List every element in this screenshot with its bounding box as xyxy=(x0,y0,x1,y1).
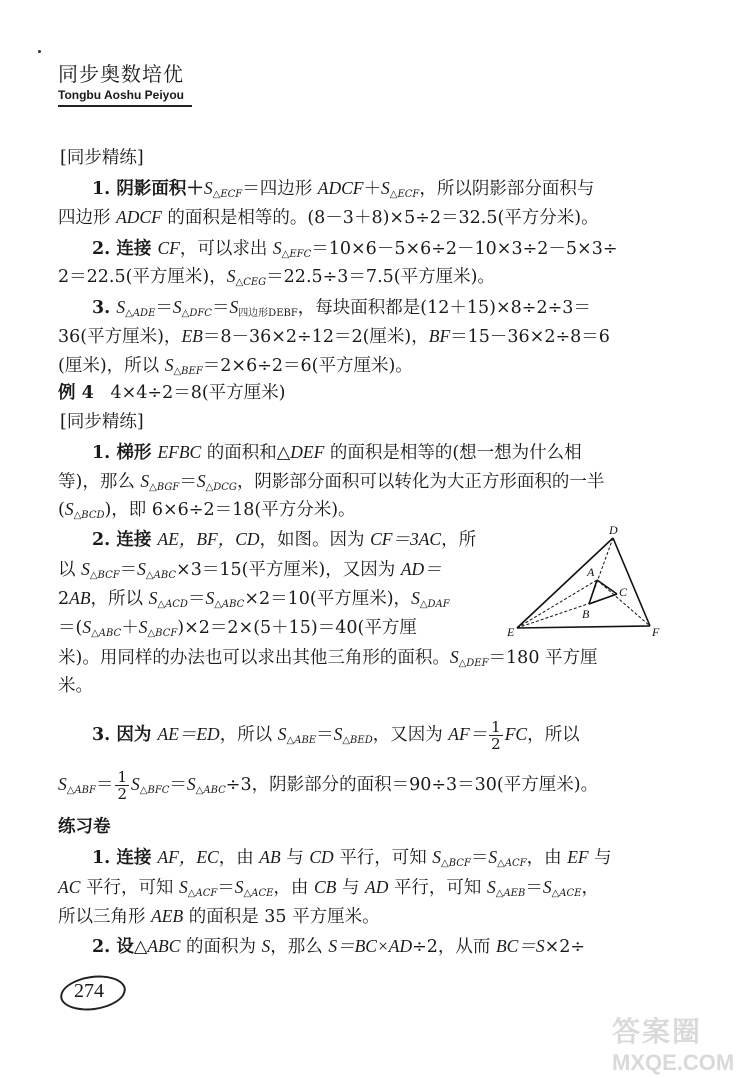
label-E: E xyxy=(507,625,515,639)
answer-2-line-2: 2＝22.5(平方厘米)，$S_{\triangle CEG}=22.5\div 3=7.5$(平方厘米)。 xyxy=(58,266,495,288)
answer-3-line-2: 36(平方厘米)，EB＝8－36×2÷12＝2(厘米)，BF＝15－36×2÷8＝6 xyxy=(58,326,610,347)
answer-2-line-1: 2. 连接 CF，可以求出 $S_{\triangle EFC}=10\times 6-5\times 6\div 2-10\times 3\div 2-5\times 3\div$ xyxy=(92,238,618,260)
label-D: D xyxy=(609,523,618,537)
label-F: F xyxy=(652,625,660,639)
header-rule xyxy=(58,105,192,107)
book-title: 同步奥数培优 xyxy=(58,62,184,86)
practice-2-answer-1-line-2: 等)，那么 $S_{\triangle BGF}=S_{\triangle DCG}$，阴影部分面积可以转化为大正方形面积的一半 xyxy=(58,471,605,493)
exercise-2-line-1: 2. 设△ABC 的面积为 S，那么 S＝BC×AD÷2，从而 BC＝S×2÷ xyxy=(92,936,586,957)
label-B: B xyxy=(582,607,590,621)
practice-2-answer-2-line-6: 米。 xyxy=(58,676,93,696)
section-heading-practice-1: [同步精练] xyxy=(60,148,144,168)
answer-3-line-1: 3. $S_{\triangle ADE}=S_{\triangle DFC}=S_{四边形DEBF}$，每块面积都是(12＋15)×8÷2÷3＝ xyxy=(92,297,591,319)
answer-3-line-3: (厘米)，所以 $S_{\triangle BEF}=2\times 6\div 2=6$(平方厘米)。 xyxy=(58,355,413,377)
fraction-one-half: $\frac{1}{2}$ xyxy=(491,718,501,753)
section-heading-exercises: 练习卷 xyxy=(58,817,111,837)
answer-1-line-2: 四边形 ADCF 的面积是相等的。(8－3＋8)×5÷2＝32.5(平方分米)。 xyxy=(58,207,599,228)
practice-2-answer-1-line-3: $(S_{\triangle BCD})$，即 6×6÷2＝18(平方分米)。 xyxy=(58,499,356,521)
practice-2-answer-2-line-2: 以 $S_{\triangle BCF}=S_{\triangle ABC}\times 3=15$(平方厘米)，又因为 AD＝ xyxy=(58,559,442,581)
label-A: A xyxy=(587,565,595,579)
page-number: 274 xyxy=(74,980,104,1002)
triangle-figure xyxy=(505,520,670,640)
stray-dot xyxy=(38,50,41,53)
practice-2-answer-3-line-1: 3. 因为 AE＝ED，所以 $S_{\triangle ABE}=S_{\triangle BED}$，又因为 AF＝ $\frac{1}{2}$ FC，所以 xyxy=(92,718,580,753)
fraction-one-half-2: $\frac{1}{2}$ xyxy=(117,768,128,803)
watermark-site: MXQE.COM xyxy=(612,1050,735,1075)
answer-1-line-1: 1. 阴影面积$+S_{\triangle ECF}=$四边形 $ADCF+S_{\triangle ECF}$，所以阴影部分面积与 xyxy=(92,178,595,200)
edge-EF xyxy=(517,626,650,628)
exercise-1-line-3: 所以三角形 AEB 的面积是 35 平方厘米。 xyxy=(58,906,380,927)
section-heading-practice-2: [同步精练] xyxy=(60,412,144,432)
practice-2-answer-2-line-5: 米)。用同样的办法也可以求出其他三角形的面积。$S_{\triangle DEF}=180$ 平方厘 xyxy=(58,647,598,669)
example-4-answer: 例 4 4×4÷2＝8(平方厘米) xyxy=(58,383,286,403)
watermark xyxy=(612,1010,742,1075)
label-C: C xyxy=(619,585,628,599)
practice-2-answer-2-line-1: 2. 连接 AE，BF，CD，如图。因为 CF＝3AC，所 xyxy=(92,529,477,550)
watermark-logo: 答案圈 xyxy=(612,1016,703,1047)
exercise-1-line-2: AC 平行，可知 $S_{\triangle ACF}=S_{\triangle ACE}$，由 CB 与 AD 平行，可知 $S_{\triangle AEB}=S_{\triangle ACE}$， xyxy=(58,877,599,899)
edge-DF xyxy=(613,538,650,626)
edge-AC xyxy=(597,580,617,594)
practice-2-answer-2-line-3: 2AB，所以 $S_{\triangle ACD}=S_{\triangle ABC}\times 2=10$(平方厘米)，$S_{\triangle DAF}$ xyxy=(58,588,450,610)
edge-ED xyxy=(517,538,613,628)
practice-2-answer-1-line-1: 1. 梯形 EFBC 的面积和△DEF 的面积是相等的(想一想为什么相 xyxy=(92,442,582,463)
practice-2-answer-3-line-2: $S_{\triangle ABF}=$ $\frac{1}{2}$ $S_{\triangle BFC}=S_{\triangle ABC}\div 3$，阴影部分的面积＝90÷3＝30(平方厘米)。 xyxy=(58,768,599,803)
book-title-pinyin: Tongbu Aoshu Peiyou xyxy=(58,88,184,102)
exercise-1-line-1: 1. 连接 AF，EC，由 AB 与 CD 平行，可知 $S_{\triangle BCF}=S_{\triangle ACF}$，由 EF 与 xyxy=(92,847,612,869)
practice-2-answer-2-line-4: $=(S_{\triangle ABC}+S_{\triangle BCF})\times 2=2\times(5+15)=40$(平方厘 xyxy=(58,617,417,639)
